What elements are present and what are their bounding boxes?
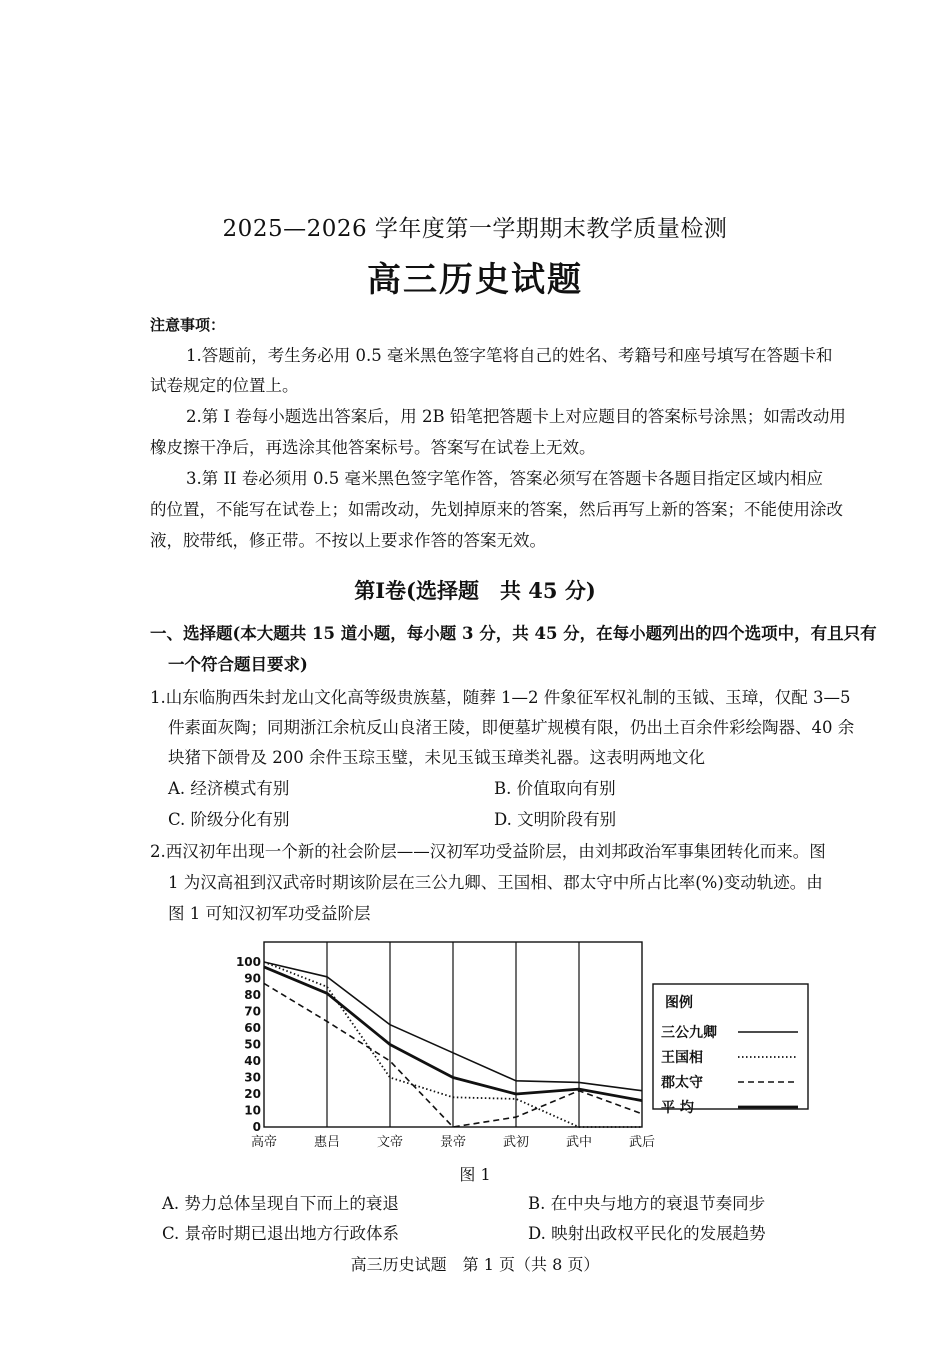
y-tick-label: 30 [244,1070,261,1085]
figure-caption: 图 1 [459,1165,491,1184]
question-2-option-b: B. 在中央与地方的衰退节奏同步 [528,1194,766,1213]
question-1-option-b: B. 价值取向有别 [494,779,616,798]
legend-label: 王国相 [661,1050,703,1066]
x-tick-label: 惠吕 [313,1135,341,1150]
question-2-option-c: C. 景帝时期已退出地方行政体系 [162,1224,400,1243]
legend-title: 图例 [665,995,693,1011]
section-heading: 第Ⅰ卷(选择题 共 45 分) [354,578,596,603]
question-1-option-d: D. 文明阶段有别 [494,810,617,829]
question-1-stem: 件素面灰陶；同期浙江余杭反山良渚王陵，即便墓圹规模有限，仍出土百余件彩绘陶器、40 余 [168,718,855,737]
y-tick-label: 40 [244,1054,261,1068]
section-instruction: 一个符合题目要求) [168,655,308,674]
y-tick-label: 100 [235,955,261,969]
y-tick-label: 90 [244,971,261,986]
x-tick-label: 武初 [502,1135,530,1150]
notes-line: 2.第 I 卷每小题选出答案后，用 2B 铅笔把答题卡上对应题目的答案标号涂黑；如需改动用 [186,407,846,426]
y-tick-label: 20 [244,1087,261,1101]
y-tick-label: 70 [244,1004,261,1019]
y-tick-label: 0 [252,1120,261,1134]
y-tick-label: 60 [244,1021,261,1035]
notes-line: 3.第 II 卷必须用 0.5 毫米黑色签字笔作答，答案必须写在答题卡各题目指定区域内相应 [186,469,823,488]
notes-line: 橡皮擦干净后，再选涂其他答案标号。答案写在试卷上无效。 [150,438,596,457]
legend-label: 平 均 [661,1100,694,1116]
notes-line: 1.答题前，考生务必用 0.5 毫米黑色签字笔将自己的姓名、考籍号和座号填写在答题卡和 [186,346,833,365]
legend-label: 郡太守 [661,1075,703,1091]
paper-title: 高三历史试题 [367,260,583,300]
question-2-stem: 1 为汉高祖到汉武帝时期该阶层在三公九卿、王国相、郡太守中所占比率(%)变动轨迹。由 [168,873,823,892]
notes-line: 液，胶带纸，修正带。不按以上要求作答的答案无效。 [150,531,546,550]
question-2-option-a: A. 势力总体呈现自下而上的衰退 [162,1194,399,1213]
y-tick-label: 10 [244,1103,261,1118]
notes-heading: 注意事项： [150,316,226,334]
question-2-option-d: D. 映射出政权平民化的发展趋势 [528,1224,766,1243]
notes-line: 的位置，不能写在试卷上；如需改动，先划掉原来的答案，然后再写上新的答案；不能使用涂改 [150,500,843,519]
x-tick-label: 武后 [628,1135,656,1150]
line-chart [235,940,717,1155]
y-tick-label: 80 [244,988,261,1002]
question-1-option-a: A. 经济模式有别 [168,779,290,798]
question-2-stem: 图 1 可知汉初军功受益阶层 [168,904,371,923]
section-instruction: 一、选择题(本大题共 15 道小题，每小题 3 分，共 45 分，在每小题列出的四个选项中，有且只有 [150,624,877,643]
x-tick-label: 高帝 [250,1135,278,1150]
page-footer: 高三历史试题 第 1 页（共 8 页） [350,1255,600,1274]
question-2-stem: 2.西汉初年出现一个新的社会阶层——汉初军功受益阶层，由刘邦政治军事集团转化而来。图 [150,842,826,861]
question-1-option-c: C. 阶级分化有别 [168,810,290,829]
legend-label: 三公九卿 [661,1025,717,1041]
x-tick-label: 武中 [565,1135,593,1150]
x-tick-label: 文帝 [376,1135,404,1150]
question-1-stem: 1.山东临朐西朱封龙山文化高等级贵族墓，随葬 1—2 件象征军权礼制的玉钺、玉璋，仅配 3—5 [150,688,851,707]
x-tick-label: 景帝 [439,1135,467,1150]
question-1-stem: 块猪下颌骨及 200 余件玉琮玉璧，未见玉钺玉璋类礼器。这表明两地文化 [168,748,705,767]
notes-line: 试卷规定的位置上。 [150,376,299,395]
y-tick-label: 50 [244,1037,261,1052]
exam-title: 2025—2026 学年度第一学期期末教学质量检测 [222,216,728,242]
